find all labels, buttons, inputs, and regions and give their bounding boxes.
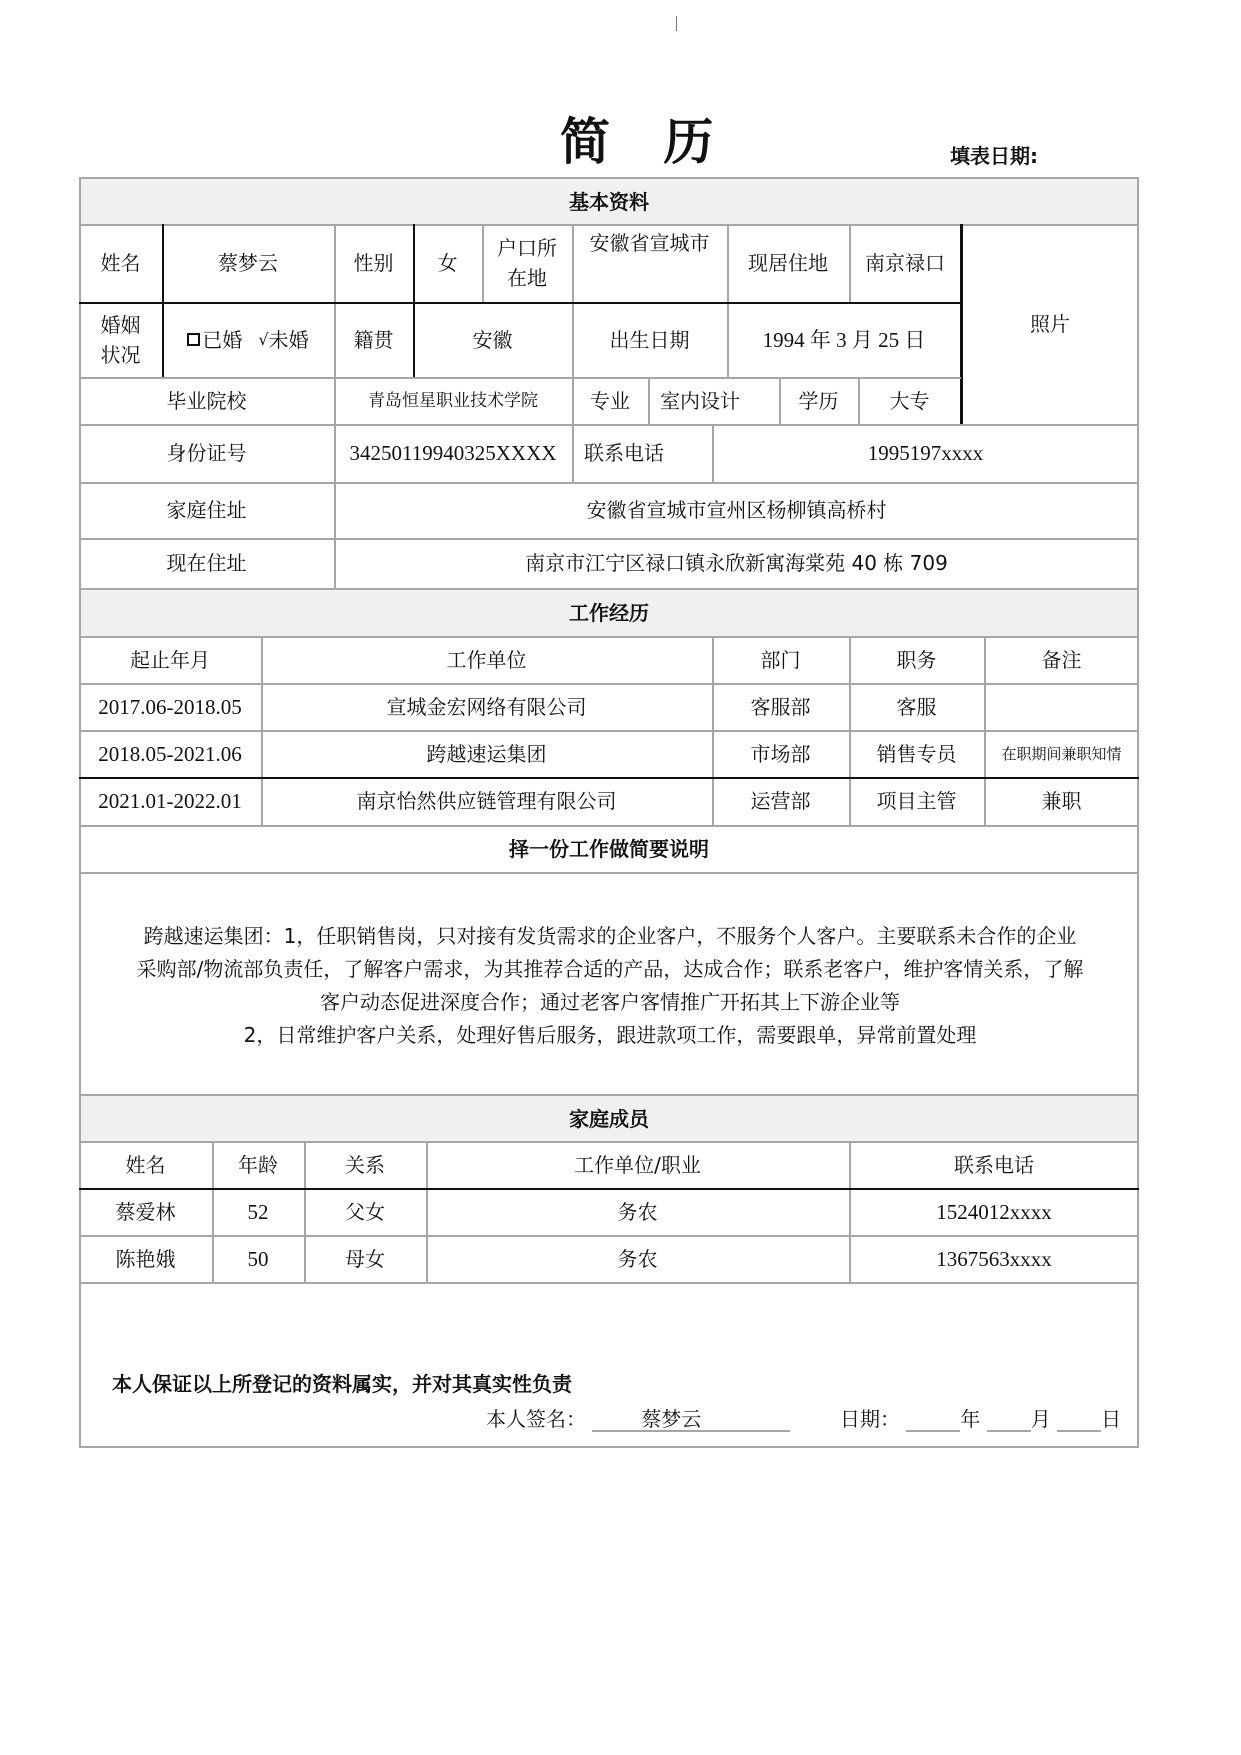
divider bbox=[858, 377, 860, 424]
signature-value: 蔡梦云 bbox=[641, 1407, 702, 1431]
home-address-label: 家庭住址 bbox=[166, 498, 247, 522]
section-description bbox=[79, 825, 1139, 872]
education-label: 学历 bbox=[798, 388, 839, 413]
family-column-header: 姓名 bbox=[125, 1152, 166, 1177]
married-checkbox[interactable] bbox=[187, 333, 200, 346]
education-value[interactable]: 大专 bbox=[889, 388, 930, 413]
month-field[interactable] bbox=[987, 1404, 1031, 1432]
section-basic-info bbox=[81, 179, 1137, 224]
native-value[interactable]: 安徽 bbox=[472, 327, 513, 352]
description-line: 客户动态促进深度合作；通过老客户客情推广开拓其上下游企业等 bbox=[320, 990, 900, 1014]
work-cell[interactable]: 客服部 bbox=[750, 694, 811, 719]
hukou-value[interactable]: 安徽省宣城市 bbox=[589, 231, 710, 255]
family-cell[interactable]: 母女 bbox=[345, 1246, 385, 1271]
section-title: 工作经历 bbox=[569, 601, 649, 625]
work-cell[interactable]: 客服 bbox=[896, 694, 937, 719]
unmarried-checkmark-icon[interactable]: √ bbox=[258, 329, 269, 349]
section-title: 基本资料 bbox=[569, 189, 649, 214]
year-label: 年 bbox=[960, 1407, 981, 1431]
birth-value[interactable]: 1994 年 3 月 25 日 bbox=[762, 327, 926, 352]
work-cell[interactable]: 在职期间兼职知情 bbox=[1001, 744, 1122, 763]
family-cell[interactable]: 1367563xxxx bbox=[936, 1246, 1052, 1271]
work-cell[interactable] bbox=[984, 683, 1139, 730]
school-label: 毕业院校 bbox=[166, 388, 247, 413]
family-column-header: 年龄 bbox=[238, 1152, 278, 1177]
divider bbox=[79, 683, 1139, 685]
divider bbox=[304, 1141, 306, 1282]
day-label: 日 bbox=[1101, 1407, 1122, 1431]
description-line: 2，日常维护客户关系，处理好售后服务，跟进款项工作，需要跟单，异常前置处理 bbox=[243, 1023, 977, 1047]
divider bbox=[779, 377, 781, 424]
section-title: 家庭成员 bbox=[569, 1106, 649, 1131]
divider bbox=[79, 730, 1139, 732]
sign-date-row bbox=[840, 1404, 1121, 1434]
family-column-header: 联系电话 bbox=[954, 1152, 1034, 1177]
residence-label: 现居住地 bbox=[748, 251, 828, 275]
family-cell[interactable]: 蔡爱林 bbox=[115, 1199, 176, 1224]
family-column-header: 工作单位/职业 bbox=[574, 1152, 701, 1177]
signature-label: 本人签名： bbox=[486, 1407, 586, 1431]
family-cell[interactable]: 陈艳娥 bbox=[115, 1246, 176, 1271]
divider bbox=[212, 1141, 214, 1282]
work-column-header: 起止年月 bbox=[130, 647, 210, 672]
school-value[interactable]: 青岛恒星职业技术学院 bbox=[368, 390, 538, 411]
section-family bbox=[81, 1096, 1137, 1141]
family-cell[interactable]: 50 bbox=[247, 1246, 269, 1271]
marital-label: 婚姻 状况 bbox=[100, 312, 141, 367]
divider bbox=[712, 424, 714, 482]
id-value[interactable]: 34250119940325XXXX bbox=[349, 441, 557, 465]
work-cell[interactable]: 项目主管 bbox=[876, 789, 957, 813]
divider bbox=[849, 224, 851, 302]
description-text[interactable] bbox=[110, 920, 1110, 1052]
family-cell[interactable]: 务农 bbox=[617, 1246, 658, 1271]
fill-date-label: 填表日期: bbox=[950, 144, 1038, 168]
work-cell[interactable]: 跨越速运集团 bbox=[426, 741, 547, 766]
residence-value[interactable]: 南京禄口 bbox=[865, 251, 945, 275]
work-cell[interactable]: 宣城金宏网络有限公司 bbox=[386, 694, 587, 719]
name-value[interactable]: 蔡梦云 bbox=[218, 251, 278, 275]
divider bbox=[79, 872, 1139, 874]
phone-value[interactable]: 1995197xxxx bbox=[867, 441, 984, 465]
work-cell[interactable]: 运营部 bbox=[750, 789, 811, 813]
divider bbox=[79, 1282, 1139, 1284]
work-cell[interactable]: 兼职 bbox=[1041, 789, 1082, 813]
hukou-label: 户口所 在地 bbox=[497, 236, 557, 290]
work-cell[interactable]: 2017.06-2018.05 bbox=[98, 694, 242, 719]
work-column-header: 备注 bbox=[1041, 647, 1082, 672]
work-cell[interactable]: 市场部 bbox=[750, 741, 811, 766]
work-cell[interactable]: 销售专员 bbox=[876, 741, 957, 766]
birth-label: 出生日期 bbox=[609, 327, 690, 352]
signature-field[interactable] bbox=[592, 1404, 790, 1432]
section-work-experience bbox=[81, 590, 1137, 636]
text-cursor bbox=[676, 16, 677, 31]
description-line: 跨越速运集团：1，任职销售岗，只对接有发货需求的企业客户，不服务个人客户。主要联系未合作的企业 bbox=[143, 924, 1077, 948]
marital-options bbox=[162, 302, 334, 377]
phone-label: 联系电话 bbox=[584, 441, 664, 465]
description-line: 采购部/物流部负责任，了解客户需求，为其推荐合适的产品，达成合作；联系老客户，维护客情关系，了解 bbox=[136, 957, 1084, 981]
native-label: 籍贯 bbox=[353, 327, 394, 352]
major-value[interactable]: 室内设计 bbox=[660, 388, 740, 413]
month-label: 月 bbox=[1030, 1407, 1051, 1431]
family-cell[interactable]: 52 bbox=[247, 1199, 269, 1224]
current-address-value[interactable]: 南京市江宁区禄口镇永欣新寓海棠苑 40 栋 709 bbox=[525, 551, 948, 575]
divider bbox=[79, 777, 1139, 779]
family-column-header: 关系 bbox=[345, 1152, 385, 1177]
home-address-value[interactable]: 安徽省宣城市宣州区杨柳镇高桥村 bbox=[586, 498, 887, 522]
married-label: 已婚 bbox=[202, 327, 243, 352]
gender-value[interactable]: 女 bbox=[437, 251, 458, 275]
divider bbox=[79, 1188, 1139, 1190]
section-title: 择一份工作做简要说明 bbox=[509, 836, 709, 861]
divider bbox=[849, 1141, 851, 1282]
work-column-header: 工作单位 bbox=[446, 647, 527, 672]
major-label: 专业 bbox=[590, 388, 630, 413]
signature-row bbox=[486, 1404, 790, 1434]
page-title: 简 历 bbox=[560, 113, 732, 171]
photo-box[interactable]: 照片 bbox=[1030, 312, 1070, 336]
current-address-label: 现在住址 bbox=[166, 551, 247, 575]
day-field[interactable] bbox=[1057, 1404, 1101, 1432]
id-label: 身份证号 bbox=[166, 441, 247, 465]
work-column-header: 职务 bbox=[896, 647, 937, 672]
work-cell[interactable]: 2018.05-2021.06 bbox=[98, 741, 242, 766]
divider bbox=[648, 377, 650, 424]
pledge-statement: 本人保证以上所登记的资料属实，并对其真实性负责 bbox=[112, 1372, 572, 1396]
gender-label: 性别 bbox=[353, 251, 394, 275]
family-cell[interactable]: 父女 bbox=[345, 1199, 385, 1224]
date-label: 日期： bbox=[840, 1407, 900, 1431]
name-label: 姓名 bbox=[100, 251, 141, 275]
family-cell[interactable]: 务农 bbox=[617, 1199, 658, 1224]
divider bbox=[426, 1141, 428, 1282]
work-cell[interactable]: 南京怡然供应链管理有限公司 bbox=[356, 789, 617, 813]
work-cell[interactable]: 2021.01-2022.01 bbox=[98, 789, 242, 813]
family-cell[interactable]: 1524012xxxx bbox=[936, 1199, 1052, 1224]
divider bbox=[79, 1235, 1139, 1237]
divider bbox=[482, 224, 484, 302]
year-field[interactable] bbox=[906, 1404, 960, 1432]
work-column-header: 部门 bbox=[760, 647, 801, 672]
unmarried-label: 未婚 bbox=[268, 327, 309, 352]
